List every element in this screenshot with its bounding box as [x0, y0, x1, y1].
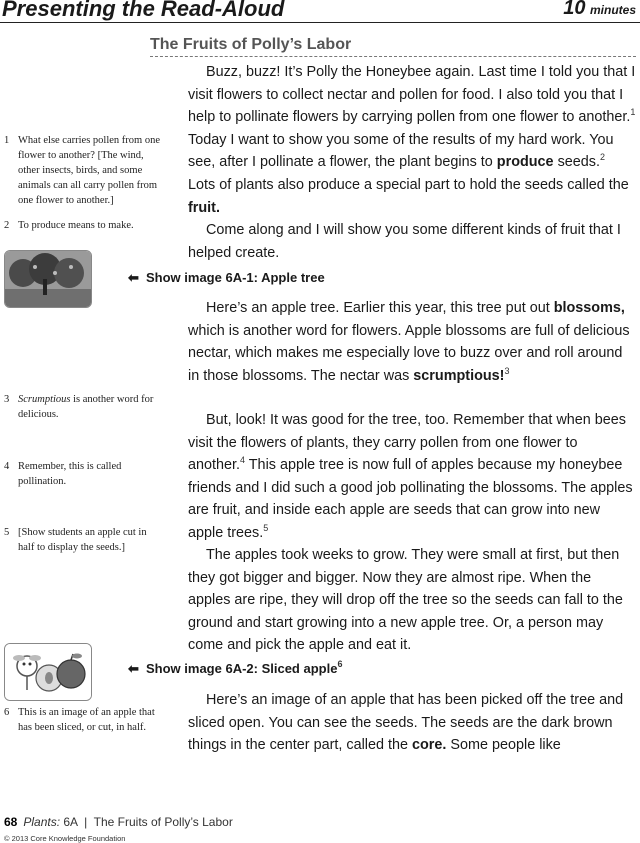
vocab-core: core. — [412, 737, 447, 754]
note-number: 6 — [4, 707, 10, 718]
paragraph-text: The apples took weeks to grow. They were small at first, but then they got bigger and bigger. Now they are almost ripe. When the apples are ripe, they will drop off the tree so the seeds can fall to the ground and start growing into a new apple tree. Or, a person may come and pick the apple and eat it. — [188, 547, 623, 654]
note-number: 3 — [4, 394, 10, 405]
paragraph-text: Buzz, buzz! It’s Polly the Honeybee again. Last time I told you that I visit flowers to collect nectar and pollen for food. I also told you that I help to pollinate flowers by carrying pollen from one flower to another. — [188, 64, 636, 126]
arrow-left-icon: ⬅ — [128, 661, 139, 676]
note-text: To produce means to make. — [18, 220, 134, 231]
copyright: © 2013 Core Knowledge Foundation — [4, 834, 126, 843]
margin-note-5 — [4, 525, 164, 555]
page-footer — [4, 815, 233, 829]
sliced-apple-image — [5, 644, 91, 700]
footer-separator: | — [77, 815, 94, 829]
image-cue-6a-2 — [128, 661, 342, 677]
note-number: 2 — [4, 220, 10, 231]
margin-note-3 — [4, 392, 164, 422]
footnote-ref-4: 4 — [240, 455, 246, 466]
page-header-title: Presenting the Read-Aloud — [2, 0, 285, 21]
margin-note-6 — [4, 705, 164, 735]
paragraph-text: which is another word for flowers. Apple blossoms are full of delicious nectar, which makes me especially love to buzz over and roll around in those blossoms. The nectar was — [188, 322, 630, 384]
unit-id: 6A — [60, 815, 78, 829]
paragraph-text: seeds. — [553, 154, 600, 171]
vocab-fruit: fruit. — [188, 199, 220, 216]
note-italic: Scrumptious — [18, 394, 71, 405]
paragraph-text: But, look! It was good for the tree, too. Remember that when bees visit the flowers of plants, they carry pollen from one flower to another. — [188, 412, 626, 474]
paragraph-1 — [188, 61, 636, 219]
section-title: The Fruits of Polly’s Labor — [150, 36, 352, 53]
note-text-rest: is another word for delicious. — [18, 394, 154, 420]
margin-note-2 — [4, 218, 164, 233]
note-number: 4 — [4, 461, 10, 472]
page-number: 68 — [4, 815, 18, 829]
paragraph-text: Come along and I will show you some different kinds of fruit that I helped create. — [188, 222, 621, 261]
vocab-produce: produce — [496, 154, 554, 171]
note-text — [18, 392, 164, 422]
minutes-number: 10 — [563, 0, 586, 19]
paragraph-text: Here’s an apple tree. Earlier this year, this tree put out — [206, 300, 554, 316]
footnote-ref-1: 1 — [630, 107, 636, 118]
header-rule — [0, 22, 640, 23]
paragraph-2 — [188, 219, 636, 264]
arrow-left-icon: ⬅ — [128, 270, 139, 285]
cue-text: Show image 6A-1: Apple tree — [146, 270, 325, 285]
section-divider — [150, 56, 636, 57]
note-number: 1 — [4, 135, 10, 146]
note-text: This is an image of an apple that has been sliced, or cut, in half. — [18, 707, 155, 733]
chapter-title: The Fruits of Polly’s Labor — [93, 815, 233, 829]
note-text: [Show students an apple cut in half to display the seeds.] — [18, 527, 147, 553]
minutes-unit: minutes — [589, 3, 636, 17]
cue-text: Show image 6A-2: Sliced apple — [146, 661, 338, 676]
vocab-blossoms: blossoms, — [553, 300, 625, 316]
thumbnail-sliced-apple — [4, 643, 92, 701]
paragraph-6 — [188, 689, 636, 757]
apple-tree-image — [5, 251, 91, 307]
note-text: What else carries pollen from one flower to another? [The wind, other insects, birds, and some animals can all carry pollen from one flower to another.] — [18, 135, 160, 206]
paragraph-text: Lots of plants also produce a special part to hold the seeds called the — [188, 176, 629, 193]
margin-note-1 — [4, 133, 164, 208]
paragraph-text: This apple tree is now full of apples because my honeybee friends and I did such a good job pollinating the blossoms. The apples are fruit, and inside each apple are seeds that can grow into new apple trees. — [188, 457, 633, 541]
paragraph-text: Here’s an image of an apple that has been picked off the tree and sliced open. You can see the seeds. The seeds are the dark brown things in the center part, called the — [188, 692, 624, 754]
note-text: Remember, this is called pollination. — [18, 461, 122, 487]
time-estimate — [563, 0, 636, 20]
footnote-ref-5: 5 — [263, 522, 269, 533]
paragraph-text: Today I want to show you some of the results of my hard work. You see, after I pollinate a flower, the plant begins to — [188, 131, 614, 171]
footnote-ref-6: 6 — [337, 659, 343, 669]
footnote-ref-3: 3 — [504, 365, 510, 376]
note-number: 5 — [4, 527, 10, 538]
paragraph-3 — [188, 297, 636, 387]
unit-label: Plants: — [23, 815, 61, 829]
image-cue-6a-1 — [128, 270, 325, 286]
vocab-scrumptious: scrumptious! — [413, 367, 505, 384]
margin-note-4 — [4, 459, 164, 489]
paragraph-5 — [188, 544, 636, 657]
thumbnail-apple-tree — [4, 250, 92, 308]
paragraph-text: Some people like — [446, 737, 561, 754]
paragraph-4 — [188, 409, 636, 545]
footnote-ref-2: 2 — [599, 152, 605, 163]
